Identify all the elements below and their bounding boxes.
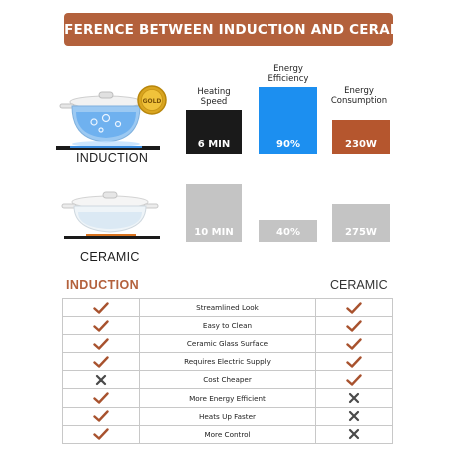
energy-consumption-title: Energy Consumption: [330, 86, 388, 106]
comparison-ceramic-header: CERAMIC: [330, 278, 388, 292]
check-icon: [93, 410, 109, 422]
page-title: DIFFERENCE BETWEEN INDUCTION AND CERAMIC: [38, 21, 419, 38]
comparison-row: [63, 353, 393, 371]
cross-icon: [348, 428, 360, 440]
comparison-row: [63, 407, 393, 425]
cross-icon: [95, 374, 107, 386]
feature-label: More Control: [140, 425, 316, 443]
ceramic-efficiency-value: 40%: [276, 227, 300, 238]
gold-badge-label: GOLD: [142, 98, 162, 105]
check-icon: [93, 392, 109, 404]
ceramic-mark-cell: [316, 353, 393, 371]
ceramic-mark-cell: [316, 425, 393, 443]
gold-badge-icon: [136, 84, 168, 116]
comparison-row: [63, 389, 393, 407]
ceramic-mark-cell: [316, 371, 393, 389]
check-icon: [93, 302, 109, 314]
feature-label: Heats Up Faster: [140, 407, 316, 425]
check-icon: [93, 338, 109, 350]
comparison-table: [62, 298, 393, 444]
ceramic-mark-cell: [316, 335, 393, 353]
feature-label: More Energy Efficient: [140, 389, 316, 407]
comparison-row: [63, 299, 393, 317]
heating-speed-title: Heating Speed: [197, 87, 231, 107]
feature-label: Requires Electric Supply: [140, 353, 316, 371]
comparison-induction-header: INDUCTION: [66, 278, 140, 292]
feature-label: Easy to Clean: [140, 317, 316, 335]
comparison-row: [63, 335, 393, 353]
ceramic-efficiency-bar: [259, 220, 317, 242]
feature-label: Ceramic Glass Surface: [140, 335, 316, 353]
ceramic-heating-speed-value: 10 MIN: [194, 227, 234, 238]
induction-mark-cell: [63, 425, 140, 443]
check-icon: [346, 338, 362, 350]
check-icon: [93, 356, 109, 368]
feature-label: Streamlined Look: [140, 299, 316, 317]
ceramic-mark-cell: [316, 389, 393, 407]
cross-icon: [348, 410, 360, 422]
induction-row-label: INDUCTION: [76, 151, 149, 165]
induction-consumption-bar: [332, 120, 390, 154]
comparison-row: [63, 317, 393, 335]
ceramic-consumption-value: 275W: [345, 227, 377, 238]
ceramic-pot-illustration: [56, 186, 168, 246]
induction-mark-cell: [63, 299, 140, 317]
ceramic-mark-cell: [316, 299, 393, 317]
check-icon: [346, 356, 362, 368]
ceramic-row-label: CERAMIC: [80, 250, 140, 264]
check-icon: [346, 302, 362, 314]
comparison-row: [63, 425, 393, 443]
cross-icon: [348, 392, 360, 404]
induction-mark-cell: [63, 407, 140, 425]
ceramic-mark-cell: [316, 407, 393, 425]
page-title-banner: [38, 13, 419, 46]
check-icon: [93, 320, 109, 332]
induction-mark-cell: [63, 335, 140, 353]
comparison-row: [63, 371, 393, 389]
ceramic-mark-cell: [316, 317, 393, 335]
check-icon: [93, 428, 109, 440]
energy-efficiency-title: Energy Efficiency: [267, 64, 309, 84]
induction-mark-cell: [63, 353, 140, 371]
feature-label: Cost Cheaper: [140, 371, 316, 389]
induction-efficiency-bar: [259, 87, 317, 154]
ceramic-consumption-bar: [332, 204, 390, 242]
induction-mark-cell: [63, 371, 140, 389]
induction-efficiency-value: 90%: [276, 139, 300, 150]
check-icon: [346, 320, 362, 332]
ceramic-heating-speed-bar: [186, 184, 242, 242]
induction-mark-cell: [63, 389, 140, 407]
induction-consumption-value: 230W: [345, 139, 377, 150]
induction-mark-cell: [63, 317, 140, 335]
induction-heating-speed-value: 6 MIN: [197, 139, 231, 150]
check-icon: [346, 374, 362, 386]
induction-heating-speed-bar: [186, 110, 242, 154]
